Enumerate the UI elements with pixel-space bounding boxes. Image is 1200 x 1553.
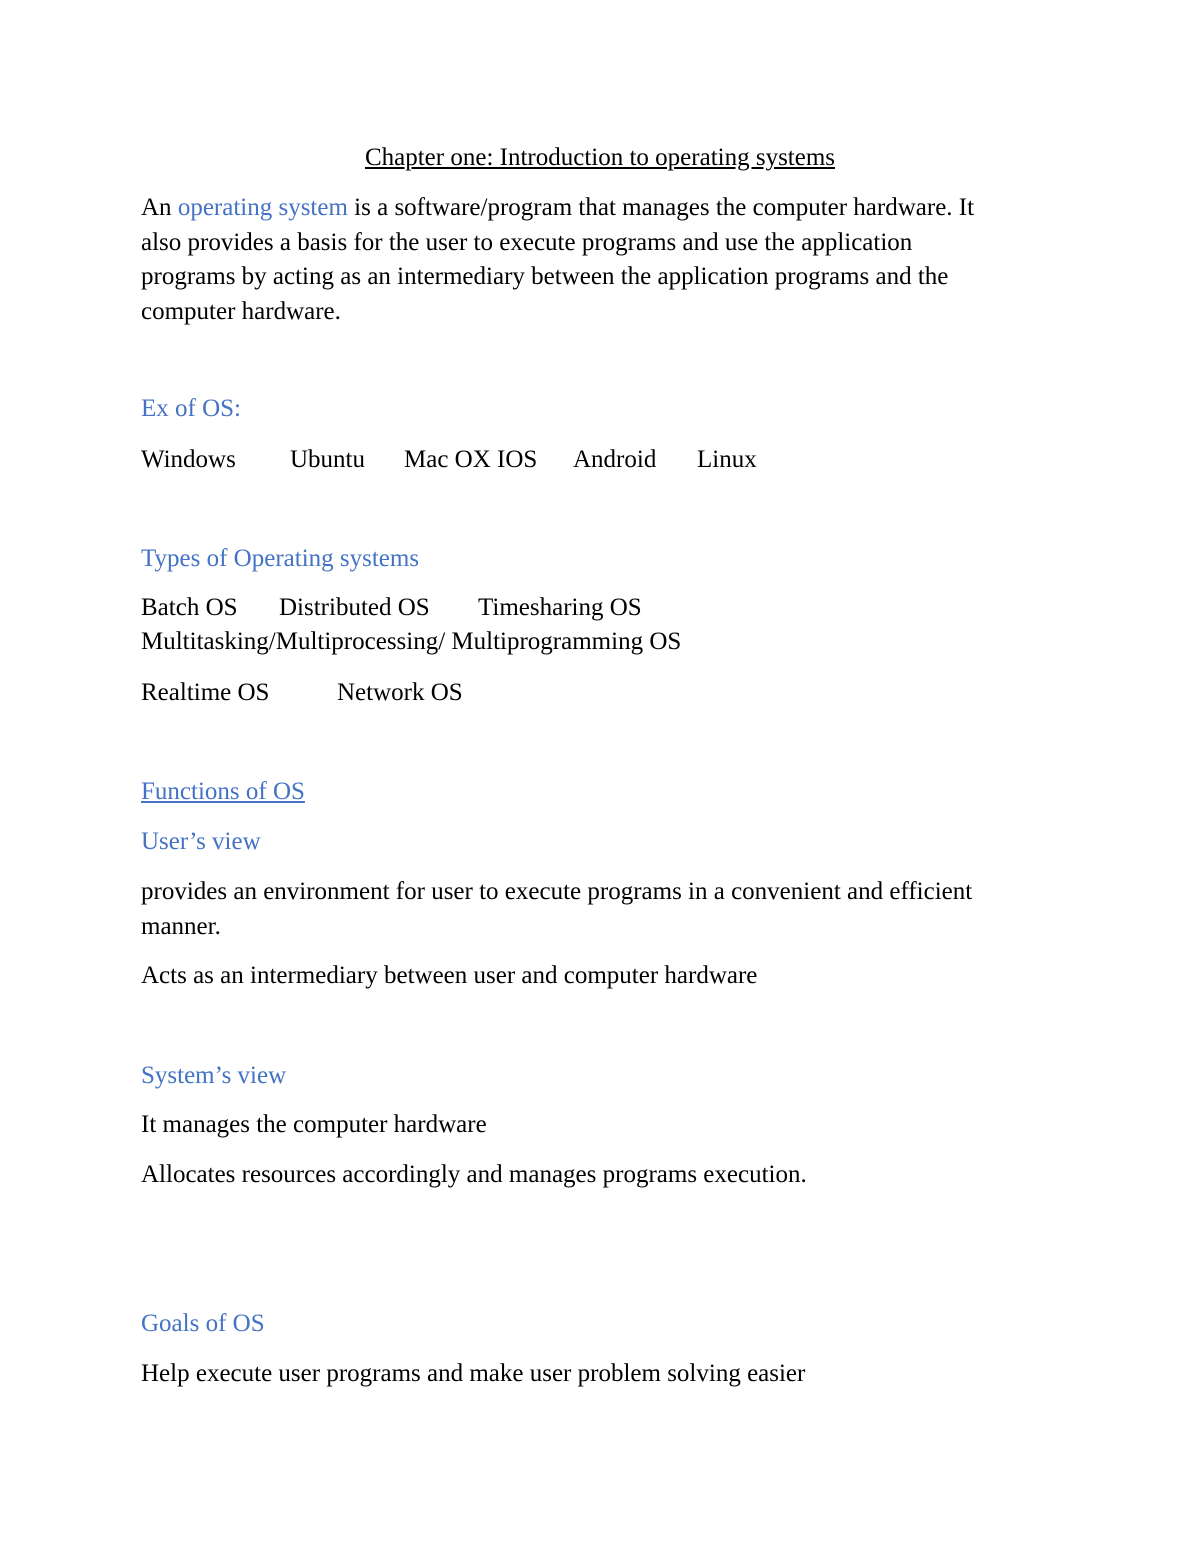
intro-highlight: operating system <box>177 194 348 221</box>
example-item: Linux <box>697 446 757 473</box>
systems-view-line-2: Allocates resources accordingly and manages programs execution. <box>141 1161 807 1188</box>
intro-line-2: also provides a basis for the user to execute programs and use the application <box>141 229 913 256</box>
users-view-heading: User’s view <box>141 828 261 855</box>
examples-heading: Ex of OS: <box>141 395 241 422</box>
intro-line-1 <box>141 191 974 225</box>
type-item: Timesharing OS <box>478 594 642 621</box>
types-row-2: Multitasking/Multiprocessing/ Multiprogramming OS <box>141 628 682 655</box>
goals-line-1: Help execute user programs and make user problem solving easier <box>141 1360 806 1387</box>
type-item: Batch OS <box>141 594 238 621</box>
goals-heading: Goals of OS <box>141 1310 265 1337</box>
users-view-line-1: provides an environment for user to execute programs in a convenient and efficient <box>141 878 973 905</box>
intro-line-3: programs by acting as an intermediary between the application programs and the <box>141 263 949 290</box>
example-item: Ubuntu <box>290 446 365 473</box>
examples-row <box>141 443 757 477</box>
types-row-1 <box>141 591 642 625</box>
users-view-line-2: manner. <box>141 913 221 940</box>
types-row-3 <box>141 676 463 710</box>
example-item: Mac OX IOS <box>404 446 538 473</box>
intro-prefix: An <box>141 194 178 221</box>
type-item: Distributed OS <box>279 594 430 621</box>
page-title: Chapter one: Introduction to operating systems <box>364 144 836 171</box>
intro-line-4: computer hardware. <box>141 298 341 325</box>
type-item: Realtime OS <box>141 679 270 706</box>
functions-heading: Functions of OS <box>141 778 305 805</box>
intro-line1-rest: is a software/program that manages the computer hardware. It <box>347 194 975 221</box>
systems-view-line-1: It manages the computer hardware <box>141 1111 487 1138</box>
systems-view-heading: System’s view <box>141 1062 287 1089</box>
example-item: Windows <box>141 446 236 473</box>
type-item: Network OS <box>337 679 463 706</box>
users-view-line-3: Acts as an intermediary between user and computer hardware <box>141 962 758 989</box>
types-heading: Types of Operating systems <box>141 545 420 572</box>
example-item: Android <box>573 446 657 473</box>
